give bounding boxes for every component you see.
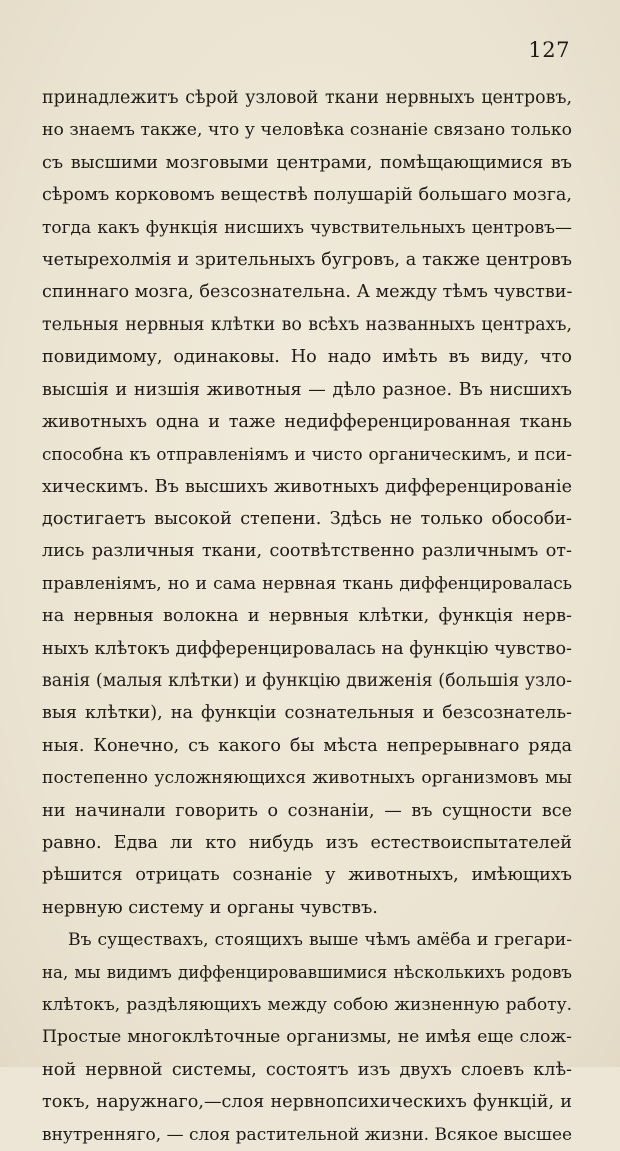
text-line: Простые многоклѣточные организмы, не имѣя еще слож-: [42, 1027, 572, 1048]
text-line: рѣшится отрицать сознаніе у животныхъ, имѣющихъ: [42, 865, 572, 886]
text-line: клѣтокъ, раздѣляющихъ между собою жизненную работу.: [42, 994, 572, 1015]
text-line: правленіямъ, но и сама нервная ткань диффенцировалась: [42, 573, 572, 594]
text-line: ни начинали говорить о сознаніи, — въ сущности все: [42, 800, 572, 821]
text-line: ныхъ клѣтокъ дифференцировалась на функцію чувство-: [42, 638, 572, 659]
text-line: достигаетъ высокой степени. Здѣсь не только обособи-: [42, 509, 572, 530]
paragraph: [42, 924, 572, 1151]
text-line: внутренняго, — слоя растительной жизни. Всякое высшее: [42, 1124, 572, 1145]
text-line: хическимъ. Въ высшихъ животныхъ дифференцированіе: [42, 476, 572, 497]
page-number: 127: [528, 38, 570, 62]
text-line: токъ, наружнаго,—слоя нервнопсихическихъ функцій, и: [42, 1092, 572, 1113]
paragraph: [42, 82, 572, 924]
text-line: постепенно усложняющихся животныхъ организмовъ мы: [42, 768, 572, 789]
text-line: нервную систему и органы чувствъ.: [42, 897, 378, 918]
text-line: принадлежитъ сѣрой узловой ткани нервныхъ центровъ,: [42, 88, 572, 108]
text-line: сѣромъ корковомъ веществѣ полушарій большаго мозга,: [42, 185, 572, 206]
text-line: повидимому, одинаковы. Но надо имѣть въ виду, что: [42, 347, 572, 368]
text-line: ванія (малыя клѣтки) и функцію движенія (большія узло-: [42, 671, 572, 692]
text-line: на нервныя волокна и нервныя клѣтки, функція нерв-: [42, 606, 572, 627]
text-line: ныя. Конечно, съ какого бы мѣста непрерывнаго ряда: [42, 735, 572, 756]
text-line: но знаемъ также, что у человѣка сознаніе связано только: [42, 120, 572, 141]
text-line: животныхъ одна и таже недифференцированная ткань: [42, 411, 572, 432]
text-line: съ высшими мозговыми центрами, помѣщающимися въ: [42, 152, 572, 173]
text-line: выя клѣтки), на функціи сознательныя и безсознатель-: [42, 703, 572, 724]
text-line: четырехолмія и зрительныхъ бугровъ, а также центровъ: [42, 249, 572, 270]
text-line: высшія и низшія животныя — дѣло разное. Въ нисшихъ: [42, 379, 572, 400]
text-line: Въ существахъ, стоящихъ выше чѣмъ амёба и грегари-: [68, 930, 572, 951]
text-line: ной нервной системы, состоятъ изъ двухъ слоевъ клѣ-: [42, 1059, 572, 1080]
body-text: [42, 82, 572, 1151]
text-line: тельныя нервныя клѣтки во всѣхъ названныхъ центрахъ,: [42, 314, 572, 335]
text-line: способна къ отправленіямъ и чисто органическимъ, и пси-: [42, 444, 572, 465]
text-line: на, мы видимъ диффенцировавшимися нѣсколькихъ родовъ: [42, 962, 572, 982]
text-line: равно. Едва ли кто нибудь изъ естествоиспытателей: [42, 832, 572, 853]
text-line: спиннаго мозга, безсознательна. А между тѣмъ чувстви-: [42, 282, 572, 303]
text-line: лись различныя ткани, соотвѣтственно различнымъ от-: [42, 541, 572, 562]
text-line: тогда какъ функція нисшихъ чувствительныхъ центровъ—: [42, 217, 572, 238]
